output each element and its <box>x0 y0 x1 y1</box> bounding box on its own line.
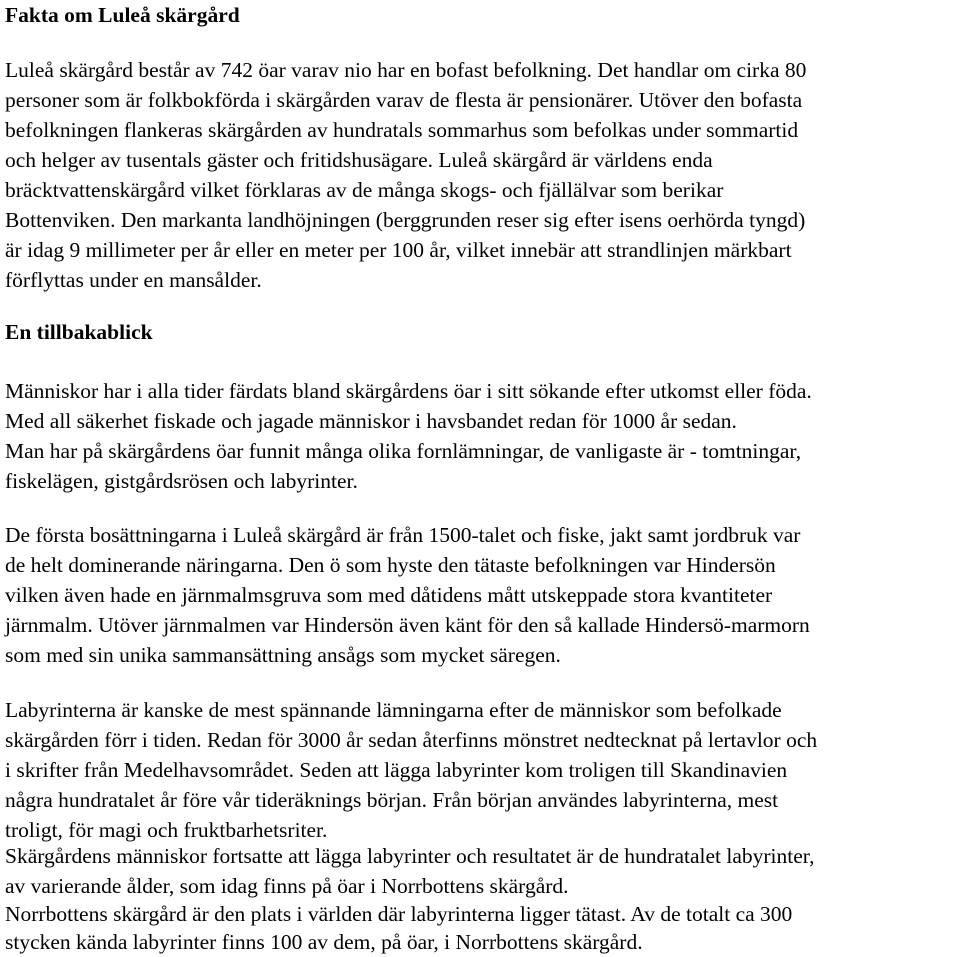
text-line: bräcktvattenskärgård vilket förklaras av de många skogs- och fjällälvar som berikar <box>5 178 724 202</box>
text-line: Norrbottens skärgård är den plats i världen där labyrinterna ligger tätast. Av de totalt ca 300 <box>5 902 793 926</box>
text-line: Bottenviken. Den markanta landhöjningen (berggrunden reser sig efter isens oerhörda tyngd) <box>5 208 806 232</box>
text-line: Med all säkerhet fiskade och jagade människor i havsbandet redan för 1000 år sedan. <box>5 409 737 433</box>
text-line: av varierande ålder, som idag finns på öar i Norrbottens skärgård. <box>5 874 569 898</box>
text-line: som med sin unika sammansättning ansågs som mycket säregen. <box>5 643 561 667</box>
text-line: stycken kända labyrinter finns 100 av dem, på öar, i Norrbottens skärgård. <box>5 930 643 954</box>
text-line: i skrifter från Medelhavsområdet. Seden att lägga labyrinter kom troligen till Skandinavien <box>5 758 788 782</box>
text-line: Skärgårdens människor fortsatte att lägga labyrinter och resultatet är de hundratalet labyrinter, <box>5 844 815 868</box>
text-line: Man har på skärgårdens öar funnit många olika fornlämningar, de vanligaste är - tomtningar, <box>5 439 802 463</box>
text-line: De första bosättningarna i Luleå skärgård är från 1500-talet och fiske, jakt samt jordbruk var <box>5 523 801 547</box>
section-heading-fakta: Fakta om Luleå skärgård <box>5 3 240 27</box>
text-line: förflyttas under en mansålder. <box>5 268 262 292</box>
text-line: några hundratalet år före vår tideräknings början. Från början användes labyrinterna, mest <box>5 788 779 812</box>
text-line: Människor har i alla tider färdats bland skärgårdens öar i sitt sökande efter utkomst eller föda. <box>5 379 812 403</box>
text-line: Labyrinterna är kanske de mest spännande lämningarna efter de människor som befolkade <box>5 698 782 722</box>
text-line: är idag 9 millimeter per år eller en meter per 100 år, vilket innebär att strandlinjen märkbart <box>5 238 792 262</box>
text-line: järnmalm. Utöver järnmalmen var Hindersön även känt för den så kallade Hindersö-marmorn <box>5 613 810 637</box>
section-heading-tillbakablick: En tillbakablick <box>5 320 153 344</box>
text-line: troligt, för magi och fruktbarhetsriter. <box>5 818 328 842</box>
text-line: skärgården förr i tiden. Redan för 3000 år sedan återfinns mönstret nedtecknat på lertavlor och <box>5 728 818 752</box>
text-line: Luleå skärgård består av 742 öar varav nio har en bofast befolkning. Det handlar om cirka 80 <box>5 58 807 82</box>
text-line: de helt dominerande näringarna. Den ö som hyste den tätaste befolkningen var Hindersön <box>5 553 776 577</box>
text-line: vilken även hade en järnmalmsgruva som med dåtidens mått utskeppade stora kvantiteter <box>5 583 773 607</box>
text-line: och helger av tusentals gäster och fritidshusägare. Luleå skärgård är världens enda <box>5 148 713 172</box>
text-line: befolkningen flankeras skärgården av hundratals sommarhus som befolkas under sommartid <box>5 118 799 142</box>
text-line: fiskelägen, gistgårdsrösen och labyrinter. <box>5 469 358 493</box>
text-line: personer som är folkbokförda i skärgården varav de flesta är pensionärer. Utöver den bofasta <box>5 88 803 112</box>
